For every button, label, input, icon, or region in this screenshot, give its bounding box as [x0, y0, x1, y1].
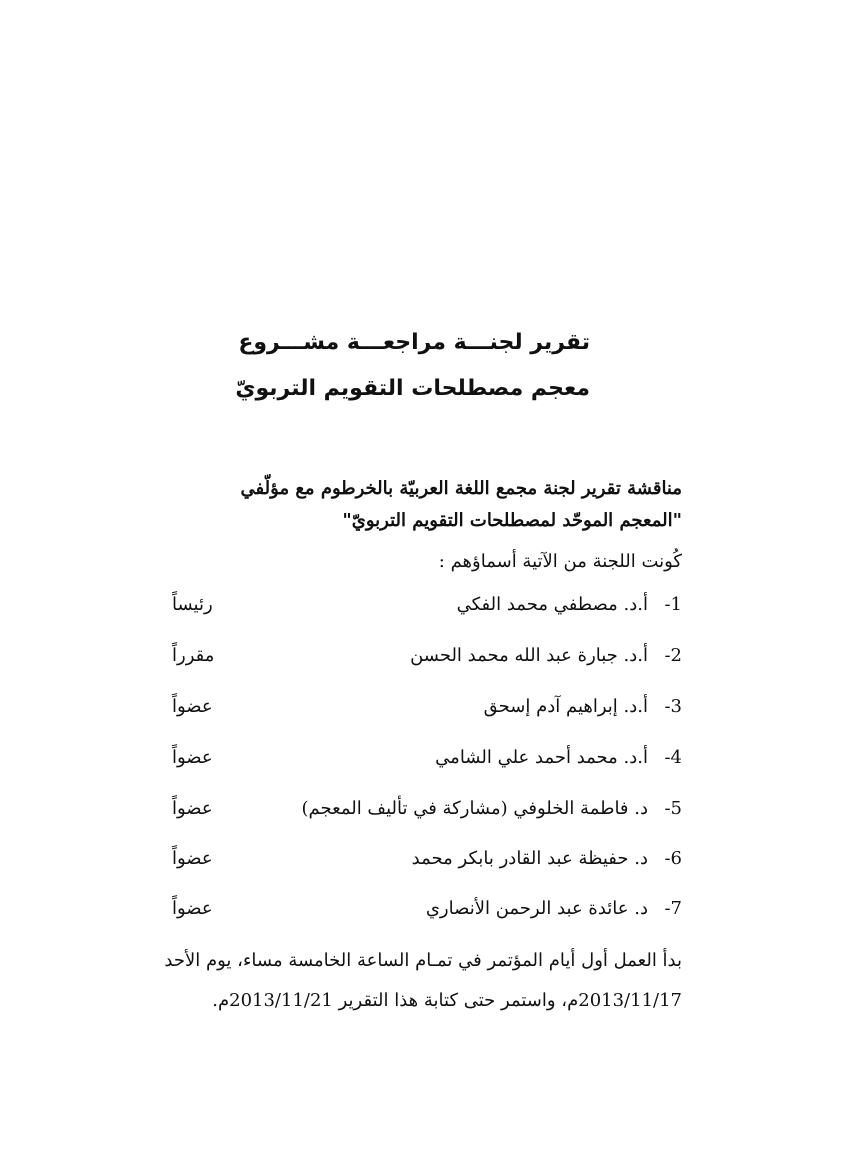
member-name: د. فاطمة الخلوفي (مشاركة في تأليف المعجم): [301, 798, 648, 819]
member-name: أ.د. مصطفي محمد الفكي: [456, 594, 648, 615]
member-row: [172, 696, 682, 726]
report-title-line-2: معجم مصطلحات التقويم التربويّ: [235, 376, 590, 401]
member-row: [172, 798, 682, 828]
member-name: د. حفيظة عبد القادر بابكر محمد: [411, 848, 648, 869]
intro-line-1: مناقشة تقرير لجنة مجمع اللغة العربيّة بالخرطوم مع مؤلّفي: [240, 478, 682, 499]
member-role: عضواً: [172, 696, 213, 717]
member-number: 5-: [664, 798, 682, 819]
member-name: أ.د. إبراهيم آدم إسحق: [483, 696, 648, 717]
closing-line-1: بدأ العمل أول أيام المؤتمر في تمـام الساعة الخامسة مساء، يوم الأحد: [164, 950, 682, 971]
member-role: عضواً: [172, 747, 213, 768]
intro-line-3: كُونت اللجنة من الآتية أسماؤهم :: [438, 551, 682, 572]
member-role: عضواً: [172, 798, 213, 819]
report-title-line-1: تقرير لجنـــة مراجعـــة مشـــروع: [238, 330, 590, 355]
member-number: 6-: [664, 848, 682, 869]
member-row: [172, 848, 682, 878]
member-role: عضواً: [172, 898, 213, 919]
intro-line-2: "المعجم الموحّد لمصطلحات التقويم التربويّ": [342, 510, 682, 531]
member-name: د. عائدة عبد الرحمن الأنصاري: [425, 898, 648, 919]
member-number: 3-: [664, 696, 682, 717]
member-number: 7-: [664, 898, 682, 919]
member-name: أ.د. محمد أحمد علي الشامي: [435, 747, 648, 768]
member-role: رئيساً: [172, 594, 213, 615]
member-row: [172, 747, 682, 777]
member-name: أ.د. جبارة عبد الله محمد الحسن: [410, 645, 648, 666]
member-number: 2-: [664, 645, 682, 666]
member-role: مقرراً: [172, 645, 215, 666]
member-role: عضواً: [172, 848, 213, 869]
member-number: 4-: [664, 747, 682, 768]
member-row: [172, 594, 682, 624]
closing-line-2: 2013/11/17م، واستمر حتى كتابة هذا التقرير 2013/11/21م.: [212, 990, 682, 1011]
member-row: [172, 898, 682, 928]
member-number: 1-: [664, 594, 682, 615]
member-row: [172, 645, 682, 675]
